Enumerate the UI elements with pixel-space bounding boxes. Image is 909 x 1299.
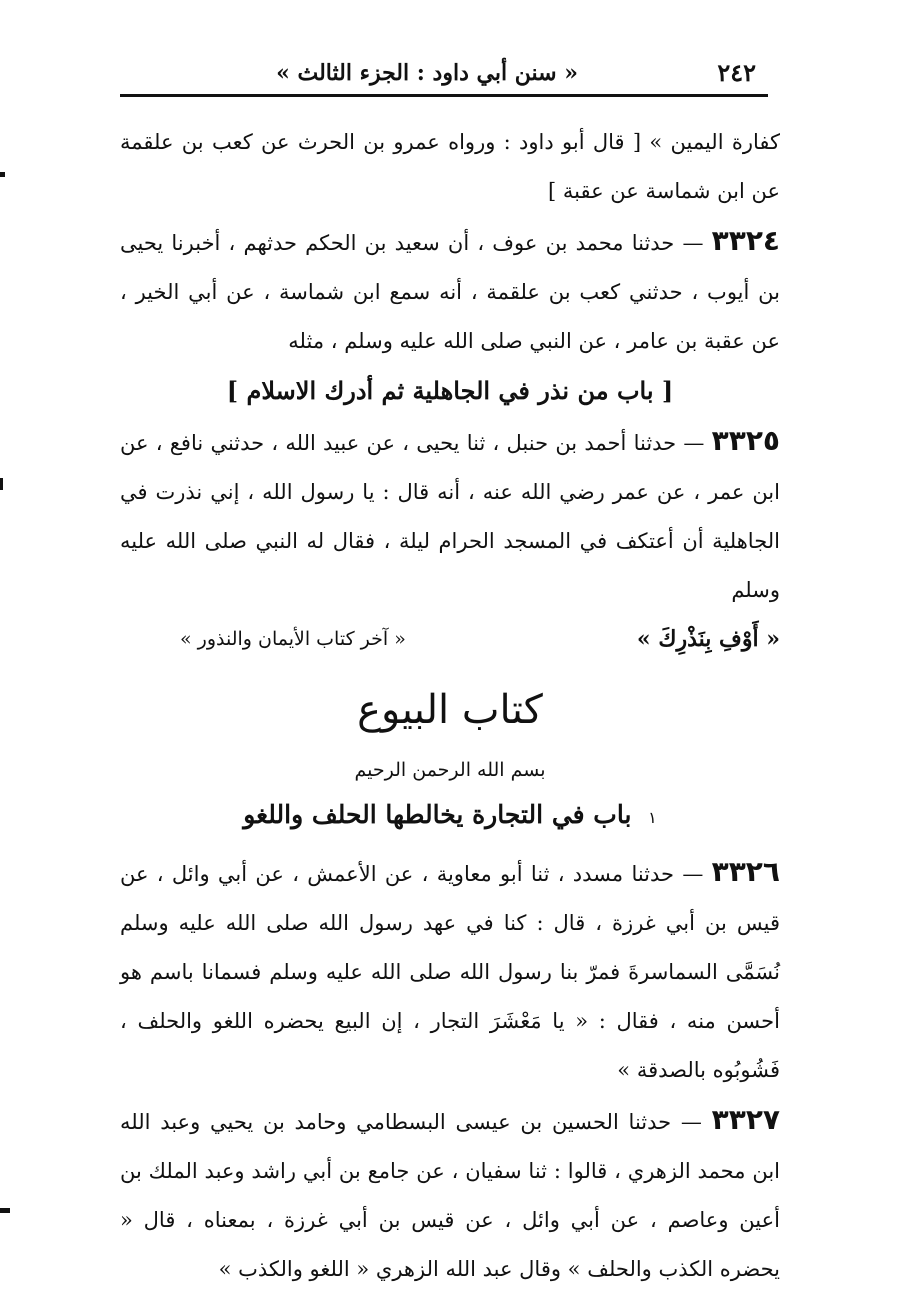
hadith-3324 xyxy=(120,216,780,366)
section-title: باب في التجارة يخالطها الحلف واللغو xyxy=(243,800,632,829)
page-number: ٢٤٢ xyxy=(717,58,756,87)
hadith-text: — حدثنا أحمد بن حنبل ، ثنا يحيى ، عن عبيد الله ، حدثني نافع ، عن ابن عمر ، عن عمر رضي الله عنه ، أنه قال : يا رسول الله ، إني نذرت في الجاهلية أن أعتكف في المسجد الحرام ليلة ، فقال له النبي صلى الله عليه وسلم xyxy=(120,431,780,602)
page-body xyxy=(120,118,780,1294)
chapter-heading: [ باب من نذر في الجاهلية ثم أدرك الاسلام ] xyxy=(226,376,674,405)
scan-edge-mark xyxy=(0,1208,10,1213)
hadith-3325-ending xyxy=(120,615,780,664)
basmala: بسم الله الرحمن الرحيم xyxy=(354,759,546,781)
page-header xyxy=(120,50,768,90)
hadith-3325 xyxy=(120,416,780,615)
hadith-text: — حدثنا محمد بن عوف ، أن سعيد بن الحكم حدثهم ، أخبرنا يحيى بن أيوب ، حدثني كعب بن علقمة ، أنه سمع ابن شماسة ، عن أبي الخير ، عن عقبة بن عامر ، عن النبي صلى الله عليه وسلم ، مثله xyxy=(120,231,780,353)
end-of-book-note: « آخر كتاب الأيمان والنذور » xyxy=(180,628,406,650)
hadith-text: — حدثنا الحسين بن عيسى البسطامي وحامد بن يحيي وعبد الله ابن محمد الزهري ، قالوا : ثنا سفيان ، عن جامع بن أبي راشد وعبد الملك بن أعين وعاصم ، عن أبي وائل ، عن قيس بن أبي غرزة ، بمعناه ، قال « يحضره الكذب والحلف » وقال عبد الله الزهري « اللغو والكذب » xyxy=(120,1110,780,1281)
hadith-3327 xyxy=(120,1095,780,1294)
book-title: كتاب البيوع xyxy=(357,687,543,733)
section-heading xyxy=(120,790,780,843)
hadith-number: ٣٣٢٦ xyxy=(711,855,780,888)
hadith-number: ٣٣٢٧ xyxy=(711,1103,780,1136)
hadith-3326 xyxy=(120,847,780,1095)
prophet-quote: « أَوْفِ بِنَذْرِكَ » xyxy=(636,626,780,652)
section-number: ١ xyxy=(648,808,657,827)
running-title: « سنن أبي داود : الجزء الثالث » xyxy=(276,60,578,86)
scan-edge-mark xyxy=(0,172,5,177)
header-rule xyxy=(120,94,768,97)
hadith-number: ٣٣٢٤ xyxy=(711,224,780,257)
hadith-text: — حدثنا مسدد ، ثنا أبو معاوية ، عن الأعمش ، عن أبي وائل ، عن قيس بن أبي غرزة ، قال : كنا في عهد رسول الله صلى الله عليه وسلم نُسَمَّى السماسرةَ فمرّ بنا رسول الله صلى الله عليه وسلم فسمانا باسم هو أحسن منه ، فقال : « يا مَعْشَرَ التجار ، إن البيع يحضره اللغو والحلف ، فَشُوبُوه بالصدقة » xyxy=(120,862,780,1082)
paragraph-continuation: كفارة اليمين » [ قال أبو داود : ورواه عمرو بن الحرث عن كعب بن علقمة عن ابن شماسة عن عقبة ] xyxy=(120,130,780,203)
scan-edge-mark xyxy=(0,478,3,490)
hadith-number: ٣٣٢٥ xyxy=(711,424,780,457)
